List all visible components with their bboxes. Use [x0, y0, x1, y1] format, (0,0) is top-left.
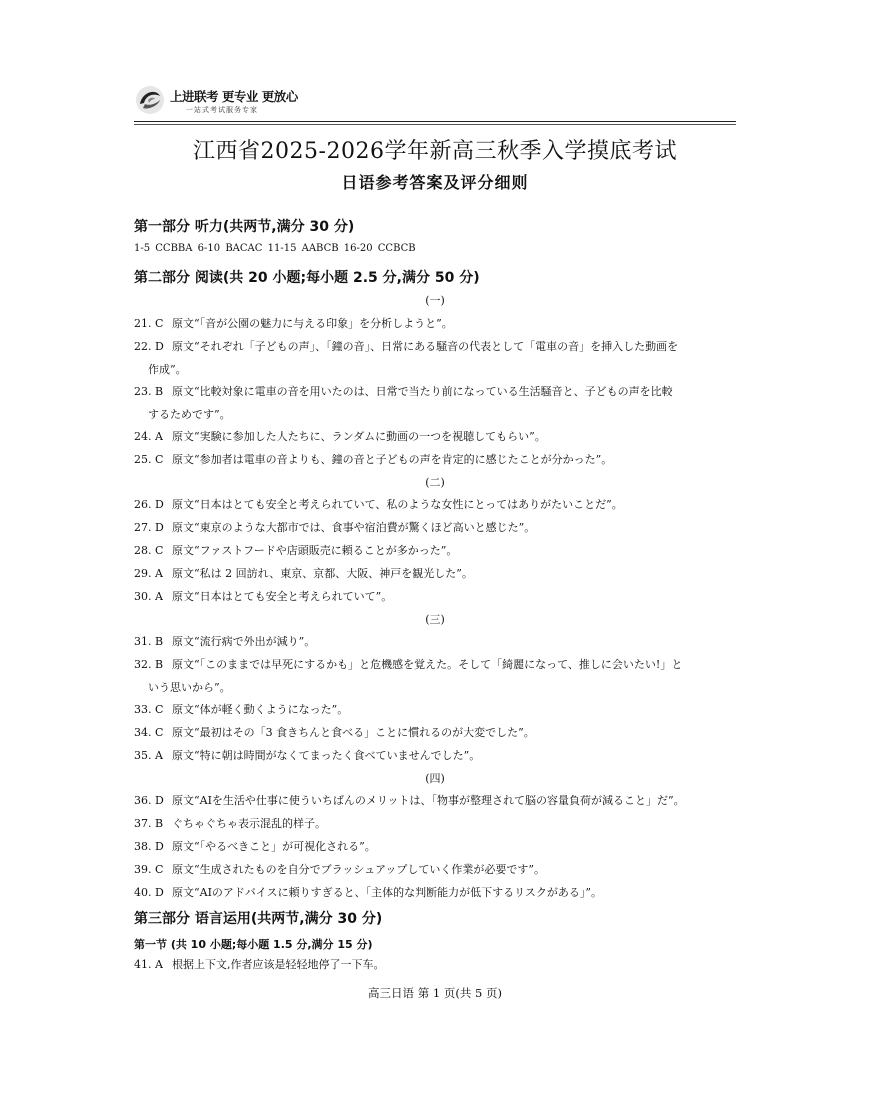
answer-number: 36. D [134, 794, 164, 807]
answer-item [134, 745, 744, 768]
answer-explanation: 原文“AIを生活や仕事に使ういちばんのメリットは、「物事が整理されて脳の容量負荷が減ること」だ”。 [172, 794, 685, 807]
answer-explanation: 原文“実験に参加した人たちに、ランダムに動画の一つを視聴してもらい”。 [172, 430, 546, 443]
answer-number: 37. B [134, 817, 164, 830]
answer-explanation: 原文“最初はその「3 食きちんと食べる」ことに慣れるのが大変でした”。 [172, 726, 535, 739]
answer-explanation: 原文“私は 2 回訪れ、東京、京都、大阪、神戸を観光した”。 [172, 567, 473, 580]
part1-heading: 第一部分 听力(共两节,满分 30 分) [134, 219, 355, 235]
answer-number: 41. A [134, 958, 163, 971]
answer-explanation: ぐちゃぐちゃ表示混乱的样子。 [172, 817, 326, 830]
answer-item [134, 954, 744, 977]
header-rule [134, 121, 736, 122]
answer-number: 27. D [134, 521, 164, 534]
answer-explanation: 原文“「音が公園の魅力に与える印象」を分析しようと”。 [172, 317, 453, 330]
passage-marker-1: (一) [425, 294, 445, 307]
page-title: 江西省2025-2026学年新高三秋季入学摸底考试 [193, 139, 677, 164]
logo-title: 上进联考 更专业 更放心 [170, 89, 298, 104]
answer-item [134, 517, 744, 540]
answer-number: 32. B [134, 658, 164, 671]
answer-explanation: 原文“体が軽く動くようになった”。 [172, 703, 349, 716]
answer-item [134, 722, 744, 745]
answer-number: 22. D [134, 340, 164, 353]
answer-number: 26. D [134, 498, 164, 511]
answer-item [134, 494, 744, 517]
answer-item [134, 336, 744, 381]
answer-item [134, 813, 744, 836]
answer-item [134, 836, 744, 859]
answer-explanation: 原文“日本はとても安全と考えられていて、私のような女性にとってはありがたいことだ”。 [172, 498, 623, 511]
part2-heading: 第二部分 阅读(共 20 小题;每小题 2.5 分,满分 50 分) [134, 270, 480, 286]
answer-explanation-cont: 作成”。 [148, 362, 187, 376]
answer-number: 24. A [134, 430, 163, 443]
answer-explanation: 原文“比較対象に電車の音を用いたのは、日常で当たり前になっている生活騒音と、子どもの声を比較 [172, 385, 673, 398]
answer-item [134, 381, 744, 426]
page-subtitle: 日语参考答案及评分细则 [341, 173, 529, 192]
answer-item [134, 790, 744, 813]
answer-explanation-cont: いう思いから”。 [148, 680, 231, 694]
answer-explanation: 原文“AIのアドバイスに頼りすぎると、「主体的な判断能力が低下するリスクがある」”。 [172, 886, 602, 899]
answer-explanation: 原文“特に朝は時間がなくてまったく食べていませんでした”。 [172, 749, 481, 762]
part3-section1-heading: 第一节 (共 10 小题;每小题 1.5 分,满分 15 分) [134, 938, 373, 951]
brand-logo [134, 84, 334, 120]
answer-item [134, 859, 744, 882]
answer-explanation: 原文“東京のような大都市では、食事や宿泊費が驚くほど高いと感じた”。 [172, 521, 536, 534]
answer-explanation: 根据上下文,作者应该是轻轻地停了一下车。 [172, 958, 385, 971]
answer-number: 38. D [134, 840, 164, 853]
answer-item [134, 540, 744, 563]
header-rule-thin [134, 124, 736, 125]
answer-item [134, 563, 744, 586]
answer-number: 28. C [134, 544, 164, 557]
answer-number: 40. D [134, 886, 164, 899]
logo-swirl-icon [134, 84, 166, 116]
answer-number: 25. C [134, 453, 164, 466]
answer-explanation: 原文“生成されたものを自分でブラッシュアップしていく作業が必要です”。 [172, 863, 546, 876]
answer-number: 31. B [134, 635, 164, 648]
passage-marker-2: (二) [425, 476, 445, 489]
answer-explanation: 原文“ファストフードや店頭販売に頼ることが多かった”。 [172, 544, 458, 557]
answer-explanation: 原文“「やるべきこと」が可視化される”。 [172, 840, 376, 853]
page-footer: 高三日语 第 1 页(共 5 页) [368, 986, 502, 1000]
answer-number: 23. B [134, 385, 164, 398]
answer-item [134, 882, 744, 905]
answer-number: 30. A [134, 590, 163, 603]
answer-item [134, 654, 744, 699]
answer-item [134, 313, 744, 336]
passage-marker-3: (三) [425, 613, 445, 626]
answer-number: 39. C [134, 863, 164, 876]
answer-explanation: 原文“流行病で外出が減り”。 [172, 635, 316, 648]
answer-number: 35. A [134, 749, 163, 762]
answer-explanation: 原文“それぞれ「子どもの声」、「鐘の音」、日常にある騒音の代表として「電車の音」を挿入した動画を [172, 340, 679, 353]
logo-tagline: 一站式考试服务专家 [186, 106, 258, 114]
answer-item [134, 426, 744, 449]
answer-item [134, 449, 744, 472]
answer-number: 33. C [134, 703, 164, 716]
answer-item [134, 586, 744, 609]
answer-explanation: 原文“参加者は電車の音よりも、鐘の音と子どもの声を肯定的に感じたことが分かった”。 [172, 453, 613, 466]
answer-number: 34. C [134, 726, 164, 739]
answer-item [134, 699, 744, 722]
answer-item [134, 631, 744, 654]
answer-explanation: 原文“「このままでは早死にするかも」と危機感を覚えた。そして「綺麗になって、推しに会いたい!」と [172, 658, 683, 671]
passage-marker-4: (四) [425, 772, 445, 785]
answer-explanation-cont: するためです”。 [148, 407, 231, 421]
answer-number: 21. C [134, 317, 164, 330]
answer-number: 29. A [134, 567, 163, 580]
listening-answer-keys: 1-5 CCBBA 6-10 BACAC 11-15 AABCB 16-20 CCBCB [134, 243, 416, 254]
answer-explanation: 原文“日本はとても安全と考えられていて”。 [172, 590, 393, 603]
part3-heading: 第三部分 语言运用(共两节,满分 30 分) [134, 911, 383, 927]
